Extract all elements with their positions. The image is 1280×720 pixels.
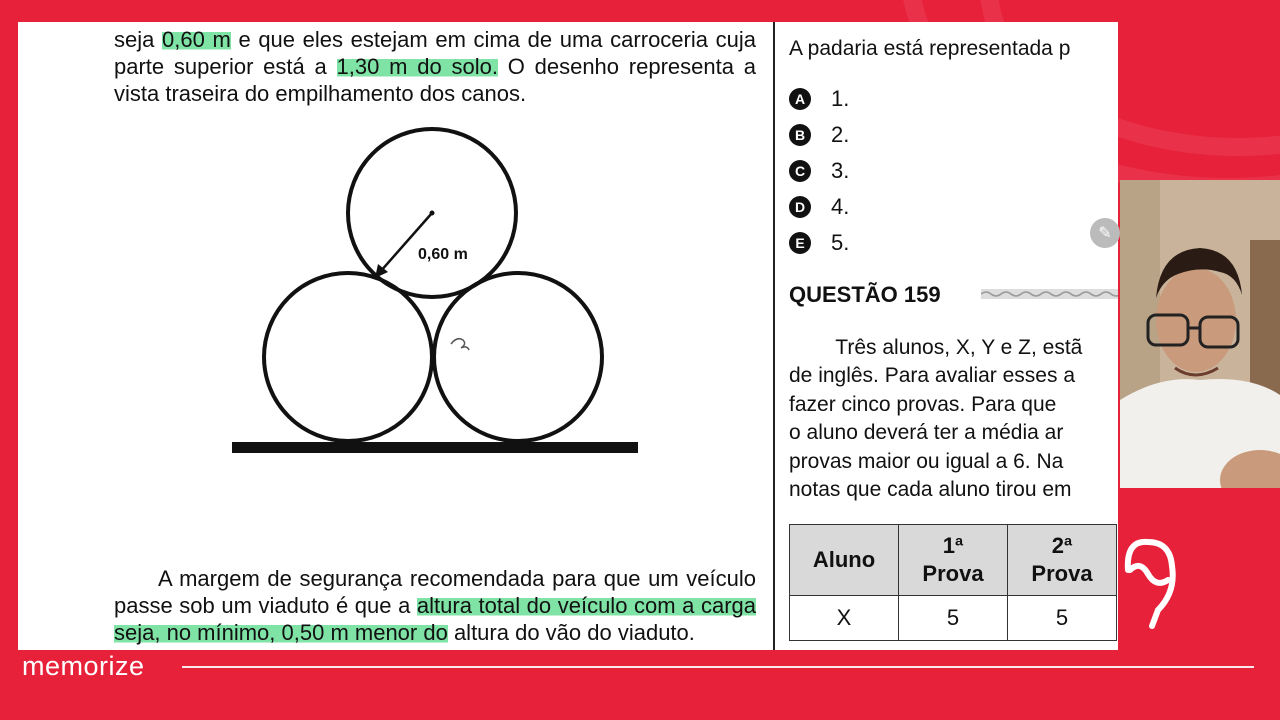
option-a[interactable] — [789, 86, 849, 112]
footer-divider — [182, 666, 1254, 668]
radius-arrow — [380, 213, 432, 272]
question-body-line: notas que cada aluno tirou em — [789, 478, 1072, 501]
truck-bed — [232, 442, 638, 453]
radius-label: 0,60 m — [418, 246, 468, 263]
webcam-overlay — [1120, 180, 1280, 488]
highlighted-text: altura total do veículo com a carga seja, no mínimo, 0,50 m menor do — [114, 593, 756, 645]
bottom-right-pipe — [434, 273, 602, 441]
table-cell: 5 — [1008, 596, 1117, 641]
question-body-line: fazer cinco provas. Para que — [789, 393, 1057, 416]
text-run: e que eles estejam em cima de uma carroceria cuja parte superior está a — [114, 27, 756, 79]
table-header-cell: 2ª Prova — [1008, 525, 1117, 596]
document-page — [18, 22, 1118, 650]
text-run: O desenho representa a vista traseira do empilhamento dos canos. — [114, 54, 756, 106]
text-run: A margem de segurança recomendada para que um veículo passe sob um viaduto é que a — [114, 566, 756, 618]
highlighted-text: 1,30 m do solo. — [336, 54, 498, 79]
presenter-video-frame — [1120, 180, 1280, 488]
brand-name: memorize — [22, 651, 145, 681]
option-c[interactable] — [789, 158, 849, 184]
option-letter-badge: D — [789, 196, 811, 218]
question-body-line: de inglês. Para avaliar esses a — [789, 364, 1075, 387]
table-cell: X — [790, 596, 899, 641]
option-letter-badge: A — [789, 88, 811, 110]
table-row — [790, 596, 1117, 641]
text-run: altura do vão do viaduto. — [447, 620, 695, 645]
pen-scribble — [451, 339, 469, 350]
option-text: 4. — [831, 194, 850, 219]
option-letter-badge: B — [789, 124, 811, 146]
bottom-left-pipe — [264, 273, 432, 441]
top-paragraph — [114, 26, 756, 107]
option-text: 2. — [831, 122, 850, 147]
question-body-line: o aluno deverá ter a média ar — [789, 421, 1064, 444]
left-column — [18, 22, 773, 650]
title-wave-decoration — [981, 288, 1118, 300]
pen-edit-icon[interactable]: ✎ — [1090, 218, 1120, 248]
option-text: 1. — [831, 86, 850, 111]
table-header-cell: Aluno — [790, 525, 899, 596]
bottom-paragraph — [114, 565, 756, 646]
option-d[interactable] — [789, 194, 849, 220]
grades-table — [789, 524, 1117, 641]
question-title: QUESTÃO 159 — [789, 282, 941, 307]
option-e[interactable] — [789, 230, 849, 256]
option-text: 5. — [831, 230, 850, 255]
question-body-line: provas maior ou igual a 6. Na — [789, 450, 1064, 473]
pipes-figure — [218, 122, 638, 462]
option-letter-badge: E — [789, 232, 811, 254]
option-b[interactable] — [789, 122, 849, 148]
brand-logo-icon — [1118, 530, 1180, 630]
table-cell: 5 — [899, 596, 1008, 641]
right-column — [775, 22, 1118, 650]
table-header-row — [790, 525, 1117, 596]
option-letter-badge: C — [789, 160, 811, 182]
table-header-cell: 1ª Prova — [899, 525, 1008, 596]
highlighted-text: 0,60 m — [162, 27, 231, 52]
option-text: 3. — [831, 158, 850, 183]
question-intro: A padaria está representada p — [789, 37, 1071, 60]
question-body-line: Três alunos, X, Y e Z, estã — [789, 336, 1083, 359]
text-run: seja — [114, 27, 162, 52]
